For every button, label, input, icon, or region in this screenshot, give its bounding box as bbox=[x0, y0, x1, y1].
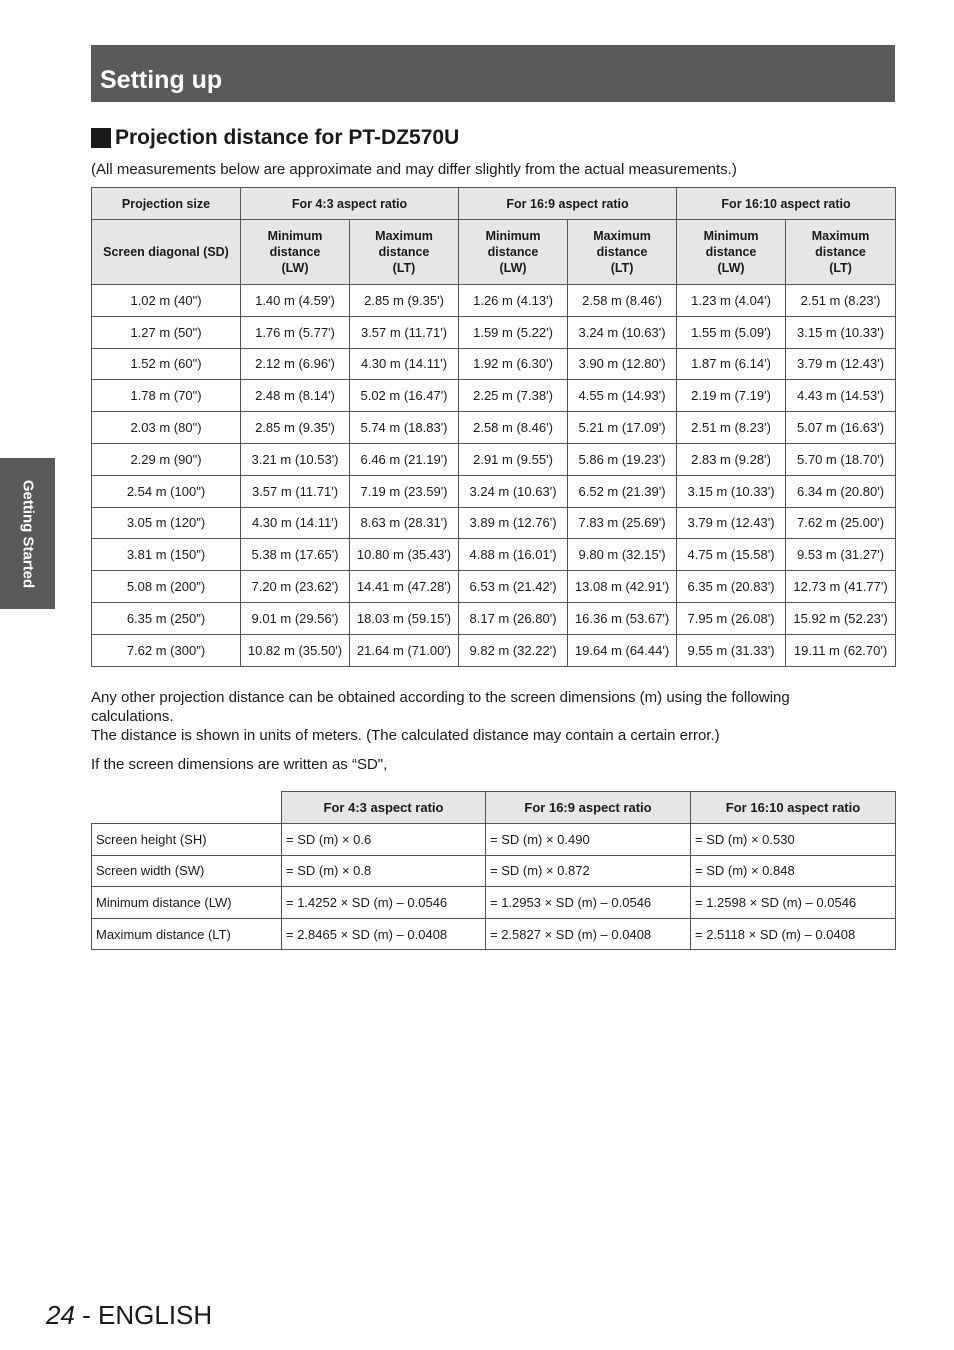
header-16-9: For 16:9 aspect ratio bbox=[459, 188, 677, 220]
distance-cell: 19.11 m (62.70') bbox=[786, 634, 896, 666]
distance-cell: 2.25 m (7.38') bbox=[459, 380, 568, 412]
distance-cell: 3.90 m (12.80') bbox=[568, 348, 677, 380]
formula-cell: = 2.5827 × SD (m) – 0.0408 bbox=[486, 918, 691, 950]
paragraph-calculation-intro bbox=[91, 688, 891, 726]
distance-cell: 2.85 m (9.35') bbox=[241, 412, 350, 444]
section-heading bbox=[91, 124, 459, 152]
formula-header-empty bbox=[92, 792, 282, 824]
side-tab-label: Getting Started bbox=[19, 479, 36, 588]
distance-cell: 2.85 m (9.35') bbox=[350, 285, 459, 317]
distance-cell: 5.21 m (17.09') bbox=[568, 412, 677, 444]
table-row bbox=[92, 316, 896, 348]
header-line: distance bbox=[705, 245, 757, 259]
distance-cell: 7.83 m (25.69') bbox=[568, 507, 677, 539]
distance-cell: 4.30 m (14.11') bbox=[350, 348, 459, 380]
measurement-note: (All measurements below are approximate and may differ slightly from the actual measurements.) bbox=[91, 161, 737, 178]
formula-cell: = 2.8465 × SD (m) – 0.0408 bbox=[282, 918, 486, 950]
distance-cell: 2.51 m (8.23') bbox=[677, 412, 786, 444]
distance-cell: 9.80 m (32.15') bbox=[568, 539, 677, 571]
screen-size-cell: 2.29 m (90") bbox=[92, 443, 241, 475]
header-line: distance bbox=[815, 245, 866, 259]
screen-size-cell: 7.62 m (300") bbox=[92, 634, 241, 666]
table-row bbox=[92, 475, 896, 507]
distance-cell: 7.19 m (23.59') bbox=[350, 475, 459, 507]
formula-label-cell: Maximum distance (LT) bbox=[92, 918, 282, 950]
screen-size-cell: 3.05 m (120") bbox=[92, 507, 241, 539]
screen-size-cell: 1.78 m (70") bbox=[92, 380, 241, 412]
screen-size-cell: 1.27 m (50") bbox=[92, 316, 241, 348]
header-line: Minimum bbox=[485, 229, 541, 243]
distance-cell: 12.73 m (41.77') bbox=[786, 571, 896, 603]
distance-cell: 3.15 m (10.33') bbox=[677, 475, 786, 507]
screen-size-cell: 6.35 m (250") bbox=[92, 602, 241, 634]
distance-cell: 2.12 m (6.96') bbox=[241, 348, 350, 380]
formula-header-16-9: For 16:9 aspect ratio bbox=[486, 792, 691, 824]
distance-cell: 4.43 m (14.53') bbox=[786, 380, 896, 412]
table-row bbox=[92, 443, 896, 475]
header-16-10: For 16:10 aspect ratio bbox=[677, 188, 896, 220]
table-row bbox=[92, 348, 896, 380]
distance-cell: 3.79 m (12.43') bbox=[786, 348, 896, 380]
formula-header-row bbox=[92, 792, 896, 824]
distance-cell: 1.40 m (4.59') bbox=[241, 285, 350, 317]
formula-label-cell: Screen width (SW) bbox=[92, 855, 282, 887]
square-bullet-icon bbox=[91, 128, 111, 148]
distance-cell: 14.41 m (47.28') bbox=[350, 571, 459, 603]
header-line: distance bbox=[378, 245, 430, 259]
table-header-row bbox=[92, 188, 896, 220]
table-row bbox=[92, 602, 896, 634]
distance-cell: 9.53 m (31.27') bbox=[786, 539, 896, 571]
distance-cell: 1.26 m (4.13') bbox=[459, 285, 568, 317]
distance-cell: 2.83 m (9.28') bbox=[677, 443, 786, 475]
distance-cell: 2.58 m (8.46') bbox=[568, 285, 677, 317]
distance-cell: 3.15 m (10.33') bbox=[786, 316, 896, 348]
distance-cell: 1.23 m (4.04') bbox=[677, 285, 786, 317]
distance-cell: 5.74 m (18.83') bbox=[350, 412, 459, 444]
distance-cell: 1.59 m (5.22') bbox=[459, 316, 568, 348]
formula-cell: = 1.2598 × SD (m) – 0.0546 bbox=[691, 887, 896, 919]
distance-cell: 2.19 m (7.19') bbox=[677, 380, 786, 412]
distance-cell: 2.51 m (8.23') bbox=[786, 285, 896, 317]
distance-cell: 21.64 m (71.00') bbox=[350, 634, 459, 666]
distance-cell: 7.95 m (26.08') bbox=[677, 602, 786, 634]
formula-cell: = 2.5118 × SD (m) – 0.0408 bbox=[691, 918, 896, 950]
screen-size-cell: 3.81 m (150") bbox=[92, 539, 241, 571]
screen-size-cell: 2.03 m (80") bbox=[92, 412, 241, 444]
header-line: Minimum bbox=[703, 229, 759, 243]
distance-cell: 3.24 m (10.63') bbox=[568, 316, 677, 348]
formula-header-4-3: For 4:3 aspect ratio bbox=[282, 792, 486, 824]
distance-cell: 4.30 m (14.11') bbox=[241, 507, 350, 539]
distance-cell: 4.75 m (15.58') bbox=[677, 539, 786, 571]
header-max-distance bbox=[568, 220, 677, 285]
table-row bbox=[92, 412, 896, 444]
header-line: (LW) bbox=[281, 261, 309, 275]
distance-cell: 5.86 m (19.23') bbox=[568, 443, 677, 475]
distance-cell: 19.64 m (64.44') bbox=[568, 634, 677, 666]
header-line: Maximum bbox=[375, 229, 433, 243]
paragraph-line: calculations. bbox=[91, 708, 174, 725]
formula-header-16-10: For 16:10 aspect ratio bbox=[691, 792, 896, 824]
distance-cell: 6.34 m (20.80') bbox=[786, 475, 896, 507]
header-line: Maximum bbox=[593, 229, 651, 243]
distance-cell: 4.55 m (14.93') bbox=[568, 380, 677, 412]
side-tab bbox=[0, 458, 55, 609]
header-min-distance bbox=[459, 220, 568, 285]
paragraph-sd-definition: If the screen dimensions are written as “SD", bbox=[91, 756, 388, 773]
formula-row bbox=[92, 855, 896, 887]
distance-cell: 5.38 m (17.65') bbox=[241, 539, 350, 571]
distance-cell: 7.20 m (23.62') bbox=[241, 571, 350, 603]
header-max-distance bbox=[350, 220, 459, 285]
formula-cell: = SD (m) × 0.872 bbox=[486, 855, 691, 887]
header-line: Maximum bbox=[811, 229, 870, 243]
formula-label-cell: Minimum distance (LW) bbox=[92, 887, 282, 919]
distance-cell: 4.88 m (16.01') bbox=[459, 539, 568, 571]
header-line: Minimum bbox=[267, 229, 323, 243]
table-row bbox=[92, 285, 896, 317]
distance-cell: 2.58 m (8.46') bbox=[459, 412, 568, 444]
projection-distance-table bbox=[91, 187, 896, 667]
paragraph-line: Any other projection distance can be obtained according to the screen dimensions (m) using the following bbox=[91, 689, 790, 706]
footer-separator: - bbox=[74, 1300, 99, 1330]
distance-cell: 6.52 m (21.39') bbox=[568, 475, 677, 507]
distance-cell: 3.57 m (11.71') bbox=[241, 475, 350, 507]
table-row bbox=[92, 634, 896, 666]
header-4-3: For 4:3 aspect ratio bbox=[241, 188, 459, 220]
formula-cell: = SD (m) × 0.490 bbox=[486, 824, 691, 856]
section-title: Projection distance for PT-DZ570U bbox=[115, 126, 460, 149]
header-screen-diagonal: Screen diagonal (SD) bbox=[92, 220, 241, 285]
distance-cell: 5.70 m (18.70') bbox=[786, 443, 896, 475]
distance-cell: 7.62 m (25.00') bbox=[786, 507, 896, 539]
distance-cell: 13.08 m (42.91') bbox=[568, 571, 677, 603]
distance-cell: 1.55 m (5.09') bbox=[677, 316, 786, 348]
formula-cell: = SD (m) × 0.530 bbox=[691, 824, 896, 856]
table-row bbox=[92, 539, 896, 571]
header-line: distance bbox=[596, 245, 648, 259]
distance-cell: 8.17 m (26.80') bbox=[459, 602, 568, 634]
distance-cell: 3.57 m (11.71') bbox=[350, 316, 459, 348]
header-line: (LT) bbox=[610, 261, 634, 275]
header-line: (LW) bbox=[717, 261, 745, 275]
distance-cell: 9.55 m (31.33') bbox=[677, 634, 786, 666]
distance-cell: 3.79 m (12.43') bbox=[677, 507, 786, 539]
distance-cell: 1.76 m (5.77') bbox=[241, 316, 350, 348]
header-min-distance bbox=[241, 220, 350, 285]
distance-cell: 6.53 m (21.42') bbox=[459, 571, 568, 603]
distance-cell: 6.35 m (20.83') bbox=[677, 571, 786, 603]
distance-cell: 9.82 m (32.22') bbox=[459, 634, 568, 666]
table-row bbox=[92, 380, 896, 412]
distance-cell: 3.24 m (10.63') bbox=[459, 475, 568, 507]
header-line: (LT) bbox=[829, 261, 852, 275]
distance-cell: 3.21 m (10.53') bbox=[241, 443, 350, 475]
footer-language: ENGLISH bbox=[98, 1300, 213, 1330]
header-line: (LW) bbox=[499, 261, 527, 275]
table-row bbox=[92, 507, 896, 539]
screen-size-cell: 2.54 m (100") bbox=[92, 475, 241, 507]
distance-cell: 5.02 m (16.47') bbox=[350, 380, 459, 412]
formula-row bbox=[92, 918, 896, 950]
distance-cell: 10.82 m (35.50') bbox=[241, 634, 350, 666]
formula-cell: = SD (m) × 0.6 bbox=[282, 824, 486, 856]
distance-cell: 8.63 m (28.31') bbox=[350, 507, 459, 539]
distance-cell: 2.48 m (8.14') bbox=[241, 380, 350, 412]
header-line: distance bbox=[487, 245, 539, 259]
formula-table bbox=[91, 791, 896, 950]
formula-row bbox=[92, 824, 896, 856]
distance-cell: 1.92 m (6.30') bbox=[459, 348, 568, 380]
distance-cell: 10.80 m (35.43') bbox=[350, 539, 459, 571]
formula-row bbox=[92, 887, 896, 919]
distance-cell: 2.91 m (9.55') bbox=[459, 443, 568, 475]
header-projection-size: Projection size bbox=[92, 188, 241, 220]
header-line: distance bbox=[269, 245, 321, 259]
formula-label-cell: Screen height (SH) bbox=[92, 824, 282, 856]
distance-cell: 15.92 m (52.23') bbox=[786, 602, 896, 634]
header-line: (LT) bbox=[392, 261, 416, 275]
distance-cell: 6.46 m (21.19') bbox=[350, 443, 459, 475]
table-row bbox=[92, 571, 896, 603]
distance-cell: 3.89 m (12.76') bbox=[459, 507, 568, 539]
formula-cell: = SD (m) × 0.8 bbox=[282, 855, 486, 887]
screen-size-cell: 5.08 m (200") bbox=[92, 571, 241, 603]
distance-cell: 1.87 m (6.14') bbox=[677, 348, 786, 380]
header-bar bbox=[91, 45, 895, 102]
formula-cell: = 1.2953 × SD (m) – 0.0546 bbox=[486, 887, 691, 919]
page-footer bbox=[46, 1298, 212, 1332]
screen-size-cell: 1.52 m (60") bbox=[92, 348, 241, 380]
table-subheader-row bbox=[92, 220, 896, 285]
distance-cell: 5.07 m (16.63') bbox=[786, 412, 896, 444]
page-section-title: Setting up bbox=[100, 66, 223, 94]
formula-cell: = 1.4252 × SD (m) – 0.0546 bbox=[282, 887, 486, 919]
distance-cell: 18.03 m (59.15') bbox=[350, 602, 459, 634]
formula-cell: = SD (m) × 0.848 bbox=[691, 855, 896, 887]
screen-size-cell: 1.02 m (40") bbox=[92, 285, 241, 317]
header-min-distance bbox=[677, 220, 786, 285]
header-max-distance bbox=[786, 220, 896, 285]
page-number: 24 bbox=[46, 1300, 75, 1330]
distance-cell: 9.01 m (29.56') bbox=[241, 602, 350, 634]
distance-cell: 16.36 m (53.67') bbox=[568, 602, 677, 634]
paragraph-units-note: The distance is shown in units of meters. (The calculated distance may contain a certain error.) bbox=[91, 727, 720, 744]
